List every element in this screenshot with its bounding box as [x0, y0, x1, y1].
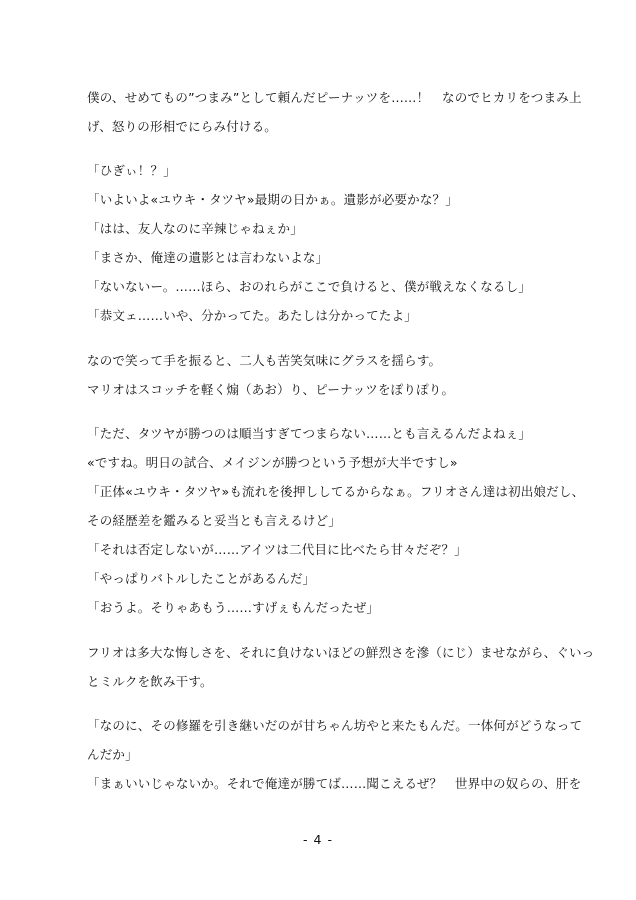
dialogue-line: 「まさか、俺達の遺影とは言わないよな」: [87, 250, 329, 265]
paragraph-line: げ、怒りの形相でにらみ付ける。: [87, 119, 278, 134]
paragraph-line: なので笑って手を振ると、二人も苦笑気味にグラスを揺らす。: [87, 353, 442, 368]
paragraph-line: とミルクを飲み干す。: [87, 674, 213, 689]
page-number: - 4 -: [303, 832, 333, 847]
dialogue-line: 「ひぎぃ！？」: [87, 163, 176, 178]
dialogue-line: «ですね。明日の試合、メイジンが勝つという予想が大半ですし»: [87, 455, 458, 470]
paragraph-line: フリオは多大な悔しさを、それに負けないほどの鮮烈さを滲（にじ）ませながら、ぐいっ: [87, 645, 595, 660]
dialogue-line: 「それは否定しないが……アイツは二代目に比べたら甘々だぞ？」: [87, 542, 467, 557]
dialogue-line: 「恭文ェ……いや、分かってた。あたしは分かってたよ」: [87, 308, 417, 323]
dialogue-line: 「やっぱりバトルしたことがあるんだ」: [87, 571, 316, 586]
dialogue-line: 「まぁいいじゃないか。それで俺達が勝てば……聞こえるぜ？ 世界中の奴らの、肝を: [87, 776, 582, 791]
dialogue-line: 「ないないー。……ほら、おのれらがここで負けると、僕が戦えなくなるし」: [87, 279, 532, 294]
paragraph-line: マリオはスコッチを軽く煽（あお）り、ピーナッツをぽりぽり。: [87, 382, 455, 397]
dialogue-line: んだか」: [87, 747, 138, 762]
paragraph-line: 僕の、せめてもの”つまみ”として頼んだピーナッツを……！ なのでヒカリをつまみ上: [87, 90, 582, 105]
dialogue-line: 「正体«ユウキ・タツヤ»も流れを後押ししてるからなぁ。フリオさん達は初出娘だし、: [87, 484, 585, 499]
dialogue-line: 「はは、友人なのに辛辣じゃねぇか」: [87, 221, 303, 236]
dialogue-line: 「おうよ。そりゃあもう……すげぇもんだったぜ」: [87, 600, 380, 615]
dialogue-line: 「なのに、その修羅を引き継いだのが甘ちゃん坊やと来たもんだ。一体何がどうなって: [87, 718, 583, 733]
dialogue-line: その経歴差を鑑みると妥当とも言えるけど」: [87, 513, 342, 528]
dialogue-line: 「ただ、タツヤが勝つのは順当すぎてつまらない……とも言えるんだよねぇ」: [87, 426, 532, 441]
dialogue-line: 「いよいよ«ユウキ・タツヤ»最期の日かぁ。遺影が必要かな？」: [87, 192, 458, 207]
